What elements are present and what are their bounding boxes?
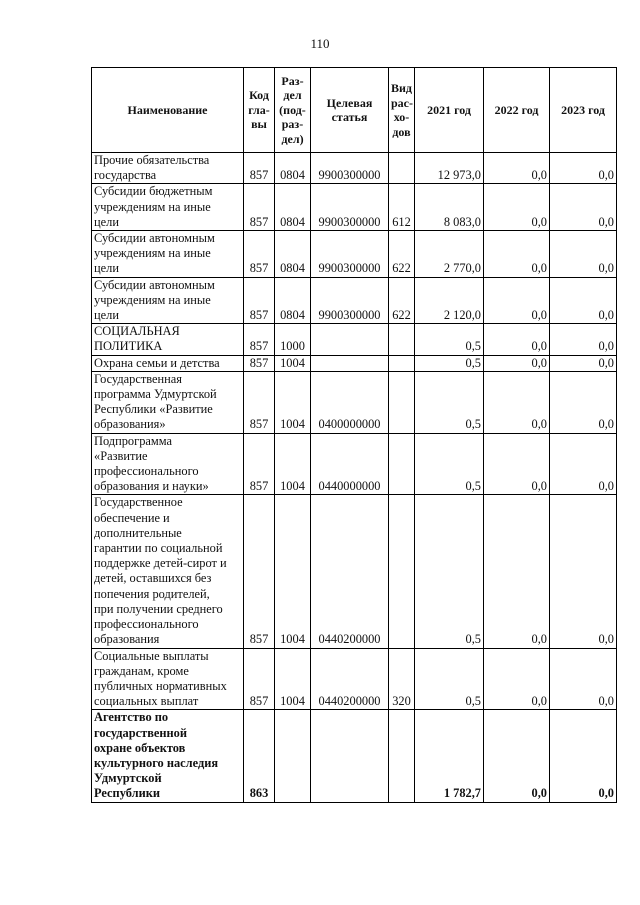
table-row [92,495,617,648]
chapter-code-cell: 863 [244,710,275,802]
row-name-line: учреждениям на иные [94,199,211,214]
row-name-cell [92,277,244,324]
amount-2023-cell: 0,0 [550,277,617,324]
row-name-line: учреждениям на иные [94,292,211,307]
section-code-cell: 0804 [275,231,311,278]
header-expense-type: Вид рас- хо- дов [389,68,415,153]
amount-2022-cell: 0,0 [484,184,550,231]
amount-2023-cell: 0,0 [550,324,617,355]
row-name-line: культурного наследия [94,755,219,770]
table-row [92,324,617,355]
amount-2022-cell: 0,0 [484,433,550,495]
header-2021: 2021 год [415,68,484,153]
chapter-code-cell: 857 [244,231,275,278]
amount-2023-cell: 0,0 [550,371,617,433]
header-target-article: Целевая статья [311,68,389,153]
table-row [92,371,617,433]
row-name-line: Удмуртской [94,771,162,786]
section-code-cell: 0804 [275,184,311,231]
chapter-code-cell: 857 [244,355,275,371]
row-name-line: детей, оставшихся без [94,571,212,586]
row-name-line: Республики «Развитие [94,402,213,417]
table-header-row [92,68,617,153]
amount-2022-cell: 0,0 [484,710,550,802]
table-row [92,231,617,278]
row-name-line: образования и науки» [94,479,209,494]
expense-type-cell: 622 [389,277,415,324]
row-name-cell [92,324,244,355]
row-name-cell [92,371,244,433]
row-name-line: учреждениям на иные [94,246,211,261]
amount-2022-cell: 0,0 [484,355,550,371]
amount-2023-cell: 0,0 [550,355,617,371]
target-article-cell: 9900300000 [311,153,389,184]
row-name-line: программа Удмуртской [94,387,217,402]
row-name-line: цели [94,308,119,323]
row-name-line: социальных выплат [94,694,199,709]
expense-type-cell: 622 [389,231,415,278]
expense-type-cell [389,324,415,355]
chapter-code-cell: 857 [244,153,275,184]
amount-2021-cell: 0,5 [415,324,484,355]
section-code-cell: 1004 [275,355,311,371]
amount-2021-cell: 12 973,0 [415,153,484,184]
amount-2021-cell: 0,5 [415,648,484,710]
row-name-line: профессионального [94,617,199,632]
amount-2022-cell: 0,0 [484,231,550,278]
row-name-line: Социальные выплаты [94,648,209,663]
expense-type-cell: 612 [389,184,415,231]
target-article-cell: 9900300000 [311,277,389,324]
row-name-line: Субсидии автономным [94,277,215,292]
row-name-line: ПОЛИТИКА [94,339,163,354]
row-name-line: образования [94,632,160,647]
row-name-cell [92,355,244,371]
target-article-cell: 0440200000 [311,648,389,710]
target-article-cell: 0400000000 [311,371,389,433]
table-row [92,648,617,710]
target-article-cell: 0440000000 [311,433,389,495]
amount-2023-cell: 0,0 [550,153,617,184]
target-article-cell [311,324,389,355]
amount-2023-cell: 0,0 [550,231,617,278]
row-name-line: охране объектов [94,740,186,755]
amount-2023-cell: 0,0 [550,184,617,231]
row-name-line: Прочие обязательства [94,153,210,167]
expense-type-cell [389,710,415,802]
row-name-line: СОЦИАЛЬНАЯ [94,324,180,339]
amount-2021-cell: 0,5 [415,355,484,371]
amount-2022-cell: 0,0 [484,371,550,433]
row-name-line: государства [94,168,157,183]
amount-2023-cell: 0,0 [550,710,617,802]
header-section: Раз- дел (под- раз- дел) [275,68,311,153]
header-2022: 2022 год [484,68,550,153]
table-row [92,184,617,231]
amount-2021-cell: 1 782,7 [415,710,484,802]
row-name-line: Государственное [94,495,183,510]
row-name-line: обеспечение и [94,510,170,525]
expense-type-cell [389,355,415,371]
row-name-line: профессионального [94,464,199,479]
amount-2022-cell: 0,0 [484,153,550,184]
row-name-line: Охрана семьи и детства [94,355,220,370]
row-name-line: Агентство по [94,710,169,725]
amount-2022-cell: 0,0 [484,277,550,324]
expense-type-cell [389,433,415,495]
row-name-cell [92,433,244,495]
row-name-line: Республики [94,786,160,801]
section-code-cell: 0804 [275,153,311,184]
expense-type-cell: 320 [389,648,415,710]
amount-2021-cell: 0,5 [415,433,484,495]
row-name-line: Субсидии бюджетным [94,184,213,199]
amount-2022-cell: 0,0 [484,648,550,710]
row-name-line: Подпрограмма [94,433,172,448]
row-name-cell [92,710,244,802]
table-row [92,153,617,184]
table-row [92,355,617,371]
target-article-cell: 0440200000 [311,495,389,648]
chapter-code-cell: 857 [244,184,275,231]
row-name-cell [92,184,244,231]
amount-2021-cell: 8 083,0 [415,184,484,231]
row-name-line: поддержке детей-сирот и [94,556,227,571]
row-name-line: публичных нормативных [94,678,227,693]
chapter-code-cell: 857 [244,371,275,433]
amount-2021-cell: 2 120,0 [415,277,484,324]
table-row [92,710,617,802]
row-name-line: при получении среднего [94,601,223,616]
amount-2021-cell: 0,5 [415,495,484,648]
row-name-line: гарантии по социальной [94,541,223,556]
header-chapter-code: Код гла- вы [244,68,275,153]
target-article-cell: 9900300000 [311,184,389,231]
table-row [92,433,617,495]
row-name-line: попечения родителей, [94,586,210,601]
budget-table [91,67,617,803]
row-name-line: государственной [94,725,188,740]
row-name-line: гражданам, кроме [94,663,189,678]
page-number: 110 [310,36,330,51]
chapter-code-cell: 857 [244,324,275,355]
target-article-cell [311,355,389,371]
target-article-cell: 9900300000 [311,231,389,278]
header-2023: 2023 год [550,68,617,153]
amount-2022-cell: 0,0 [484,495,550,648]
row-name-cell [92,153,244,184]
section-code-cell: 1000 [275,324,311,355]
table-row [92,277,617,324]
amount-2023-cell: 0,0 [550,433,617,495]
expense-type-cell [389,371,415,433]
row-name-cell [92,495,244,648]
section-code-cell: 1004 [275,371,311,433]
row-name-line: Субсидии автономным [94,231,215,246]
row-name-line: образования» [94,417,166,432]
amount-2021-cell: 0,5 [415,371,484,433]
chapter-code-cell: 857 [244,648,275,710]
amount-2022-cell: 0,0 [484,324,550,355]
amount-2023-cell: 0,0 [550,495,617,648]
section-code-cell [275,710,311,802]
chapter-code-cell: 857 [244,277,275,324]
row-name-cell [92,231,244,278]
section-code-cell: 1004 [275,648,311,710]
chapter-code-cell: 857 [244,495,275,648]
section-code-cell: 1004 [275,433,311,495]
row-name-cell [92,648,244,710]
table-body [92,153,617,803]
row-name-line: «Развитие [94,448,148,463]
expense-type-cell [389,495,415,648]
row-name-line: цели [94,214,119,229]
row-name-line: Государственная [94,371,182,386]
amount-2023-cell: 0,0 [550,648,617,710]
section-code-cell: 0804 [275,277,311,324]
target-article-cell [311,710,389,802]
section-code-cell: 1004 [275,495,311,648]
amount-2021-cell: 2 770,0 [415,231,484,278]
row-name-line: дополнительные [94,525,182,540]
row-name-line: цели [94,261,119,276]
chapter-code-cell: 857 [244,433,275,495]
expense-type-cell [389,153,415,184]
header-name: Наименование [92,68,244,153]
